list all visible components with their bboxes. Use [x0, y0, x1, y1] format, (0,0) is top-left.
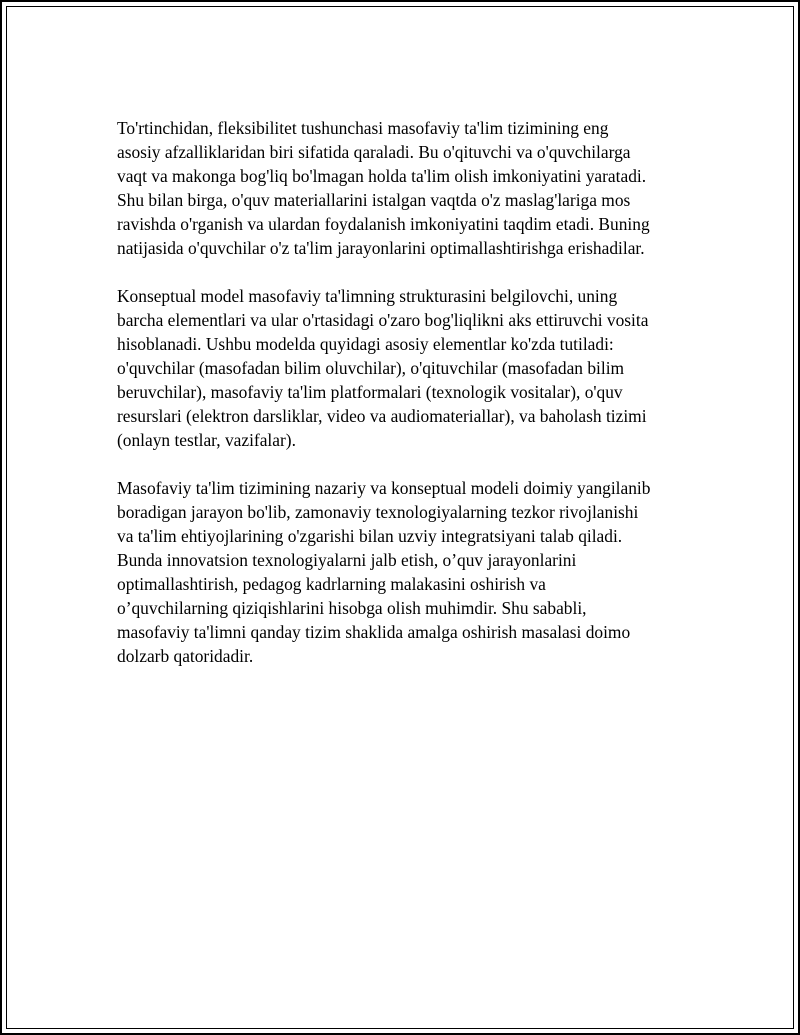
text-line: Shu bilan birga, o'quv materiallarini istalgan vaqtda o'z maslag'lariga mos — [117, 190, 631, 210]
text-line: Konseptual model masofaviy ta'limning strukturasini belgilovchi, uning — [117, 286, 618, 306]
text-line: masofaviy ta'limni qanday tizim shaklida amalga oshirish masalasi doimo — [117, 622, 631, 642]
paragraph-flexibility — [117, 116, 697, 260]
text-line: To'rtinchidan, fleksibilitet tushunchasi masofaviy ta'lim tizimining eng — [117, 118, 609, 138]
text-line: asosiy afzalliklaridan biri sifatida qaraladi. Bu o'qituvchi va o'quvchilarga — [117, 142, 631, 162]
text-line: va ta'lim ehtiyojlarining o'zgarishi bilan uzviy integratsiyani talab qiladi. — [117, 526, 623, 546]
text-line: dolzarb qatoridadir. — [117, 646, 254, 666]
paragraph-theoretical-model — [117, 476, 697, 668]
text-line: optimallashtirish, pedagog kadrlarning malakasini oshirish va — [117, 574, 546, 594]
text-line: vaqt va makonga bog'liq bo'lmagan holda ta'lim olish imkoniyatini yaratadi. — [117, 166, 647, 186]
text-line: o'quvchilar (masofadan bilim oluvchilar), o'qituvchilar (masofadan bilim — [117, 358, 625, 378]
paragraph-conceptual-model — [117, 284, 697, 452]
text-line: hisoblanadi. Ushbu modelda quyidagi asosiy elementlar ko'zda tutiladi: — [117, 334, 614, 354]
text-line: beruvchilar), masofaviy ta'lim platformalari (texnologik vositalar), o'quv — [117, 382, 623, 402]
text-line: barcha elementlari va ular o'rtasidagi o'zaro bog'liqlikni aks ettiruvchi vosita — [117, 310, 649, 330]
text-line: boradigan jarayon bo'lib, zamonaviy texnologiyalarning tezkor rivojlanishi — [117, 502, 639, 522]
text-line: Bunda innovatsion texnologiyalarni jalb etish, o’quv jarayonlarini — [117, 550, 577, 570]
text-line: natijasida o'quvchilar o'z ta'lim jarayonlarini optimallashtirishga erishadilar. — [117, 238, 645, 258]
document-body — [117, 116, 697, 692]
text-line: o’quvchilarning qiziqishlarini hisobga olish muhimdir. Shu sababli, — [117, 598, 587, 618]
text-line: (onlayn testlar, vazifalar). — [117, 430, 296, 450]
text-line: ravishda o'rganish va ulardan foydalanish imkoniyatini taqdim etadi. Buning — [117, 214, 650, 234]
text-line: Masofaviy ta'lim tizimining nazariy va konseptual modeli doimiy yangilanib — [117, 478, 651, 498]
text-line: resurslari (elektron darsliklar, video va audiomateriallar), va baholash tizimi — [117, 406, 647, 426]
